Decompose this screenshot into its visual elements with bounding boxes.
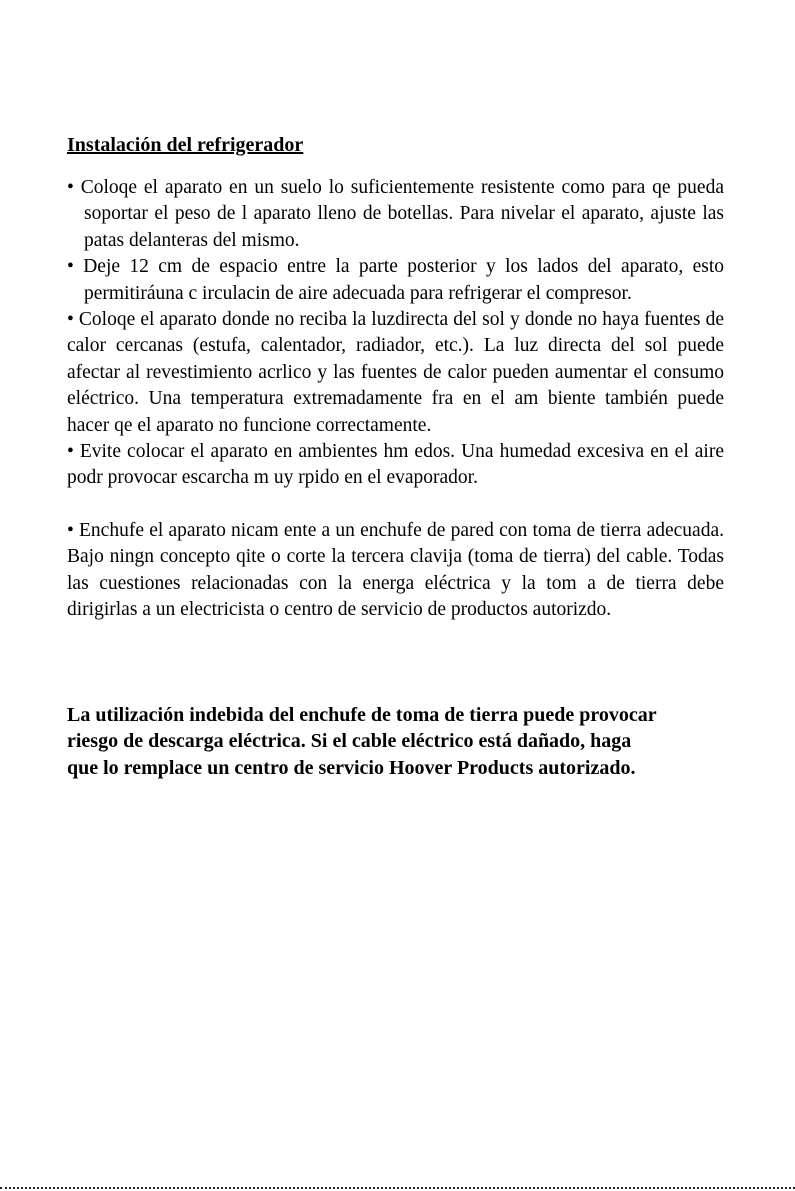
spacer: [67, 492, 724, 518]
spacer: [67, 676, 724, 702]
bullet-spacing: • Deje 12 cm de espacio entre la parte posterior y los lados del aparato, esto permitiráuna c irculacin de aire adecuada para refrigerar el compresor.: [67, 256, 724, 304]
bullet-floor-placement: • Coloqe el aparato en un suelo lo suficientemente resistente como para qe pueda soportar el peso de l aparato lleno de botellas. Para nivelar el aparato, ajuste las patas delanteras del mismo.: [67, 177, 724, 251]
section-title: Instalación del refrigerador: [67, 134, 304, 156]
grounding-warning: La utilización indebida del enchufe de toma de tierra puede provocar riesgo de descarga eléctrica. Si el cable eléctrico está dañado, haga que lo remplace un centro de servicio Hoover Products autorizado.: [67, 703, 657, 779]
bullet-humidity: • Evite colocar el aparato en ambientes hm edos. Una humedad excesiva en el aire podr provocar escarcha m uy rpido en el evaporador.: [67, 441, 724, 489]
document-page: [67, 132, 724, 781]
bullet-sunlight-heat: • Coloqe el aparato donde no reciba la luzdirecta del sol y donde no haya fuentes de calor cercanas (estufa, calentador, radiador, etc.). La luz directa del sol puede afectar al revestimiento acrlico y las fuentes de calor pueden aumentar el consumo eléctrico. Una temperatura extremadamente fra en el am biente también puede hacer qe el aparato no funcione correctamente.: [67, 309, 724, 436]
page-bottom-rule: [0, 1187, 795, 1191]
spacer: [67, 624, 724, 676]
bullet-grounding: • Enchufe el aparato nicam ente a un enchufe de pared con toma de tierra adecuada. Bajo ningn concepto qite o corte la tercera clavija (toma de tierra) del cable. Todas las cuestiones relacionadas con la energa eléctrica y la tom a de tierra debe dirigirlas a un electricista o centro de servicio de productos autorizdo.: [67, 519, 724, 621]
